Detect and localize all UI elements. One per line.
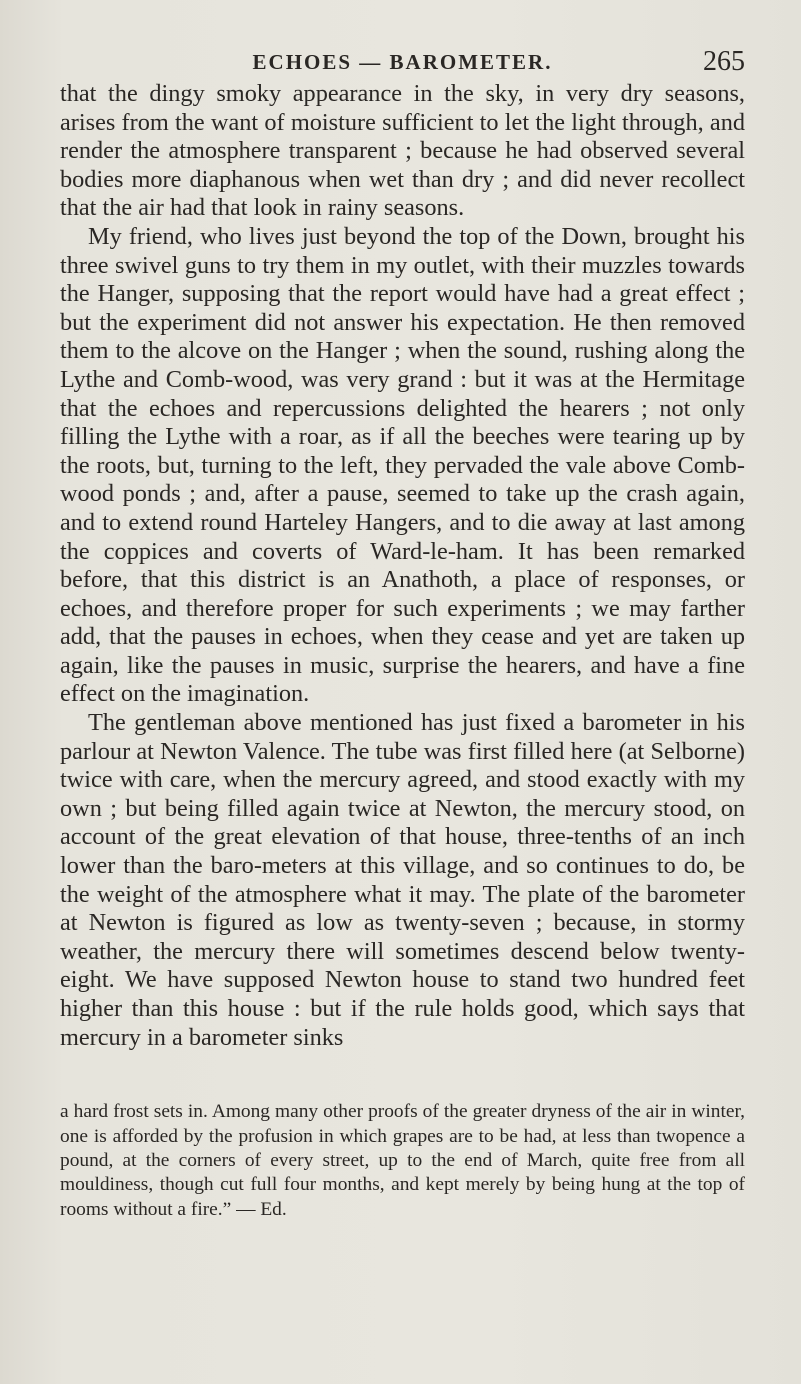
main-text [60,80,745,1052]
page-header [60,46,745,80]
footnote [60,1100,745,1222]
paragraph: My friend, who lives just beyond the top of the Down, brought his three swivel guns to try them in my outlet, with their muzzles towards the Hanger, supposing that the report would have had a great effect ; but the experiment did not answer his expectation. He then removed them to the alcove on the Hanger ; when the sound, rushing along the Lythe and Comb-wood, was very grand : but it was at the Hermitage that the echoes and repercussions delighted the hearers ; not only filling the Lythe with a roar, as if all the beeches were tearing up by the roots, but, turning to the left, they pervaded the vale above Comb-wood ponds ; and, after a pause, seemed to take up the crash again, and to extend round Harteley Hangers, and to die away at last among the coppices and coverts of Ward-le-ham. It has been remarked before, that this district is an Anathoth, a place of responses, or echoes, and therefore proper for such experiments ; we may farther add, that the pauses in echoes, when they cease and yet are taken up again, like the pauses in music, surprise the hearers, and have a fine effect on the imagination. [60,222,745,708]
page-body [60,80,745,1222]
paragraph: that the dingy smoky appearance in the sky, in very dry seasons, arises from the want of moisture sufficient to let the light through, and render the atmosphere transparent ; because he had observed several bodies more diaphanous when wet than dry ; and did never recollect that the air had that look in rainy seasons. [60,80,745,222]
running-head: ECHOES — BAROMETER. [252,50,553,74]
paragraph: The gentleman above mentioned has just fixed a barometer in his parlour at Newton Valence. The tube was first filled here (at Selborne) twice with care, when the mercury agreed, and stood exactly with my own ; but being filled again twice at Newton, the mercury stood, on account of the great elevation of that house, three-tenths of an inch lower than the baro-meters at this village, and so continues to do, be the weight of the atmosphere what it may. The plate of the barometer at Newton is figured as low as twenty-seven ; because, in stormy weather, the mercury there will sometimes descend below twenty-eight. We have supposed Newton house to stand two hundred feet higher than this house : but if the rule holds good, which says that mercury in a barometer sinks [60,709,745,1051]
footnote-text: a hard frost sets in. Among many other proofs of the greater dryness of the air in winter, one is afforded by the profusion in which grapes are to be had, at less than twopence a pound, at the corners of every street, up to the end of March, quite free from all mouldiness, though cut full four months, and kept merely by being hung at the top of rooms without a fire.” — Ed. [60,1101,745,1220]
page-number: 265 [703,46,745,77]
